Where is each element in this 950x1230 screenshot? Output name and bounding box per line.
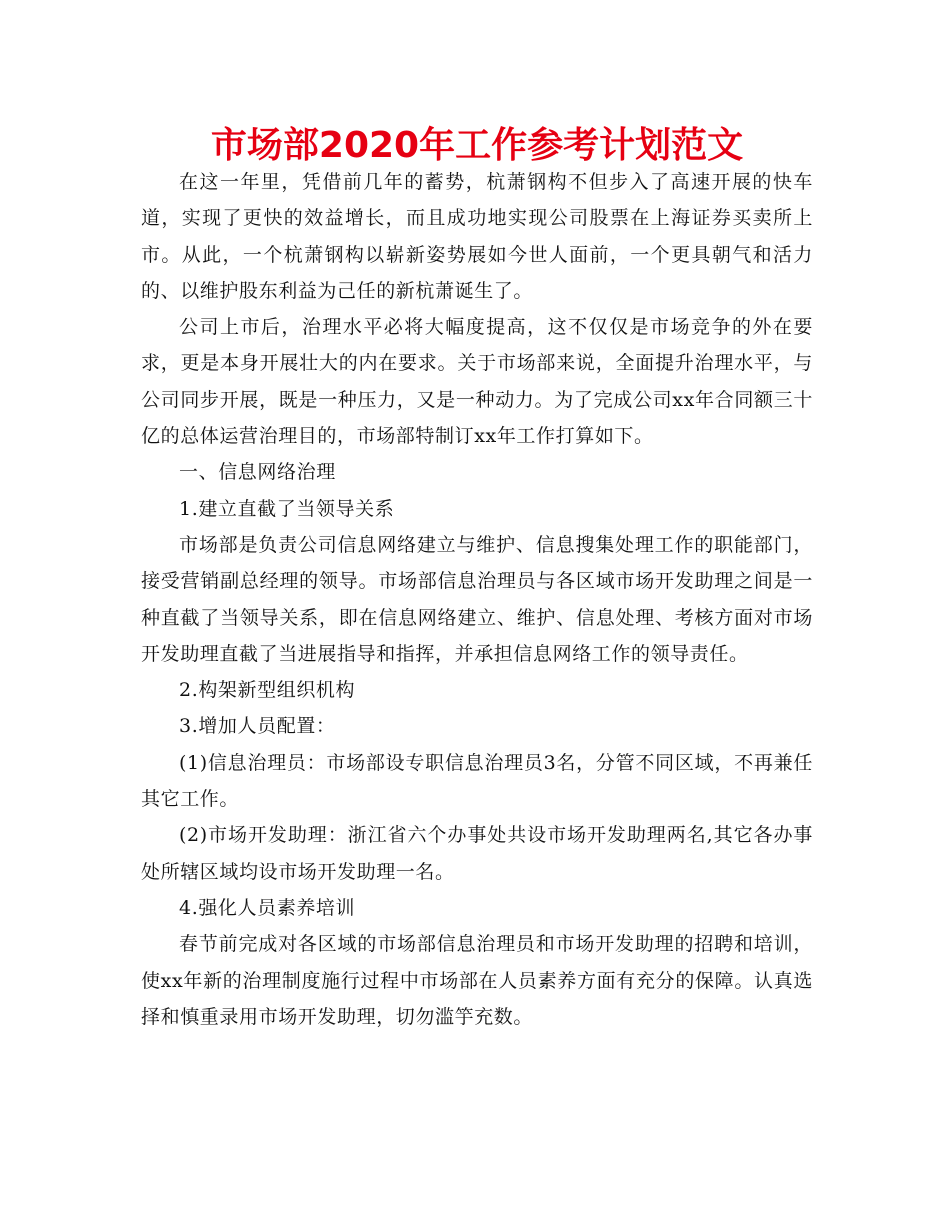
item-heading-1: 1.建立直截了当领导关系 bbox=[179, 497, 395, 520]
paragraph-market-assistant: (2)市场开发助理：浙江省六个办事处共设市场开发助理两名,其它各办事处所辖区域均设市场开发助理一名。 bbox=[141, 824, 813, 883]
item-heading-2: 2.构架新型组织机构 bbox=[179, 679, 356, 702]
paragraph-training: 春节前完成对各区域的市场部信息治理员和市场开发助理的招聘和培训，使xx年新的治理制度施行过程中市场部在人员素养方面有充分的保障。认真选择和慎重录用市场开发助理，切勿滥竽充数。 bbox=[141, 933, 813, 1028]
paragraph-listing-goals: 公司上市后，治理水平必将大幅度提高，这不仅仅是市场竞争的外在要求，更是本身开展壮大的内在要求。关于市场部来说，全面提升治理水平，与公司同步开展，既是一种压力，又是一种动力。为了完成公司xx年合同额三十亿的总体运营治理目的，市场部特制订xx年工作打算如下。 bbox=[141, 316, 813, 448]
paragraph-intro: 在这一年里，凭借前几年的蓄势，杭萧钢构不但步入了高速开展的快车道，实现了更快的效益增长，而且成功地实现公司股票在上海证券买卖所上市。从此，一个杭萧钢构以崭新姿势展如今世人面前，一个更具朝气和活力的、以维护股东利益为己任的新杭萧诞生了。 bbox=[141, 171, 813, 302]
paragraph-leadership: 市场部是负责公司信息网络建立与维护、信息搜集处理工作的职能部门，接受营销副总经理的领导。市场部信息治理员与各区域市场开发助理之间是一种直截了当领导关系，即在信息网络建立、维护、信息处理、考核方面对市场开发助理直截了当进展指导和指挥，并承担信息网络工作的领导责任。 bbox=[141, 533, 813, 665]
item-heading-3: 3.增加人员配置： bbox=[179, 715, 336, 738]
document-title: 市场部2020年工作参考计划范文 bbox=[210, 125, 744, 166]
document-page bbox=[141, 122, 813, 1035]
item-heading-4: 4.强化人员素养培训 bbox=[179, 896, 356, 919]
paragraph-info-admin: (1)信息治理员：市场部设专职信息治理员3名，分管不同区域，不再兼任其它工作。 bbox=[141, 751, 813, 811]
section-heading-info-network: 一、信息网络治理 bbox=[179, 461, 336, 484]
